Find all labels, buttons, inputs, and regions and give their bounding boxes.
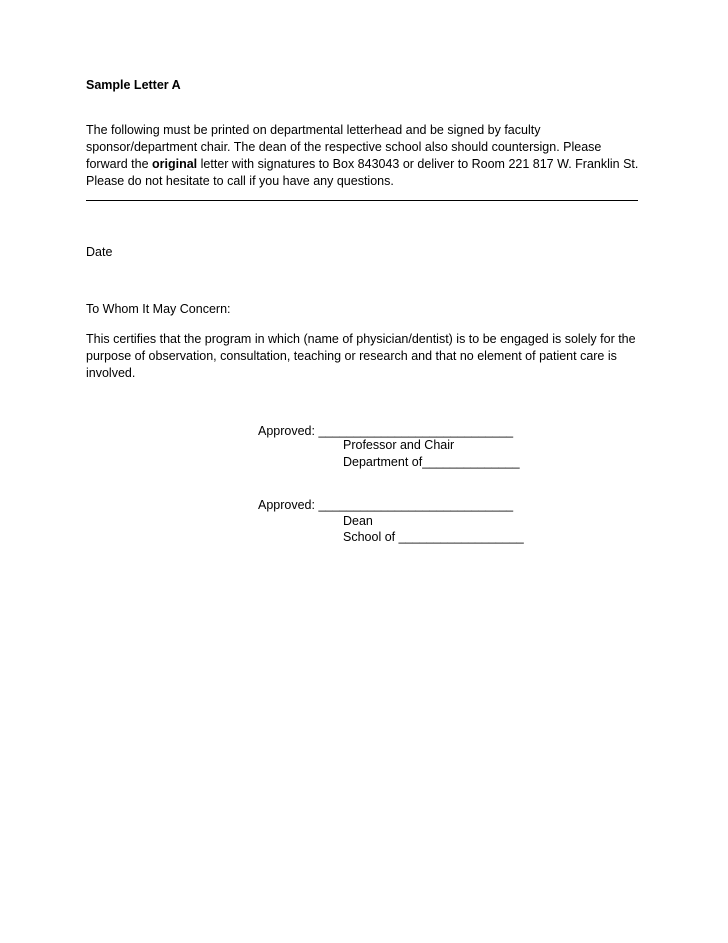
- dean-title: Dean: [343, 514, 373, 528]
- certification-paragraph: This certifies that the program in which (name of physician/dentist) is to be engaged is solely for the purpose of observation, consultation, teaching or research and that no element of patient care is involved.: [86, 332, 636, 380]
- date-label: Date: [86, 245, 113, 259]
- separator-line: [86, 200, 638, 201]
- intro-text-end: letter with signatures to Box 843043 or deliver to Room 221 817 W. Franklin St. Please do not hesitate to call if you have any questions.: [86, 157, 639, 188]
- school-line: School of __________________: [343, 530, 524, 544]
- dean-approval-line: Approved: ____________________________: [258, 498, 514, 512]
- chair-title: Professor and Chair: [343, 438, 455, 452]
- intro-text-start: The following must be printed on departmental letterhead and be signed by faculty sponsor/department chair. The dean of the respective school also should countersign. Please forward the: [86, 123, 602, 171]
- intro-bold-word: original: [152, 157, 198, 171]
- department-line: Department of______________: [343, 455, 520, 469]
- chair-approval-line: Approved: ____________________________: [258, 424, 514, 438]
- salutation: To Whom It May Concern:: [86, 302, 231, 316]
- intro-paragraph: [86, 122, 646, 190]
- letter-title: Sample Letter A: [86, 78, 181, 92]
